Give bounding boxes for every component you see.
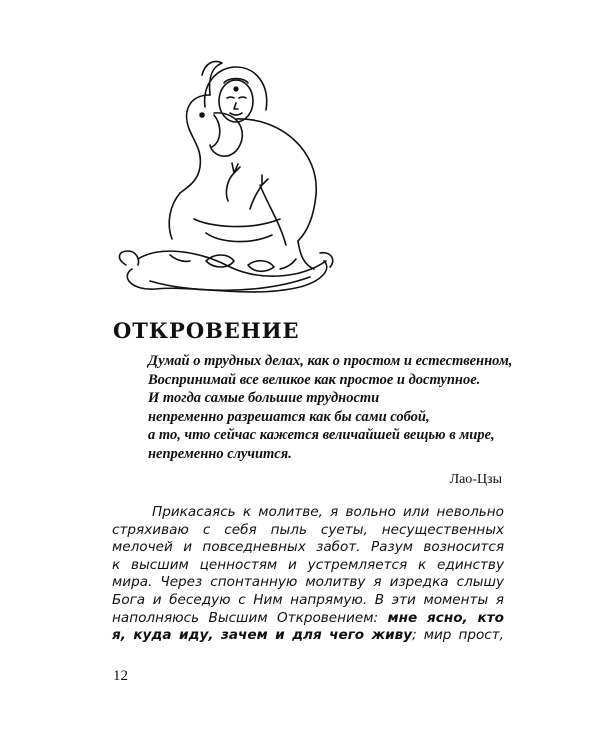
epigraph-line: Думай о трудных делах, как о простом и естественном,	[148, 353, 513, 369]
page-number: 12	[113, 668, 128, 684]
section-heading: ОТКРОВЕНИЕ	[113, 318, 300, 343]
body-line-text: ; мир прост,	[412, 627, 504, 644]
body-emphasis: мне ясно, кто	[387, 609, 504, 626]
epigraph-line: Воспринимай все великое как простое и доступное.	[148, 371, 481, 388]
body-line: к высшим ценностям и устремляется к единству	[112, 556, 504, 573]
body-emphasis: я, куда иду, зачем и для чего живу	[112, 627, 413, 644]
epigraph-line: а то, что сейчас кажется величайшей вещью в мире,	[148, 427, 495, 444]
epigraph-author: Лао-Цзы	[449, 472, 502, 487]
meditating-figure-with-elephant-illustration	[110, 55, 340, 305]
body-line	[112, 610, 504, 628]
epigraph-line: непременно случится.	[148, 445, 292, 462]
body-line: стряхиваю с себя пыль суеты, несущественных	[112, 521, 504, 538]
body-line: Прикасаясь к молитве, я вольно или невольно	[152, 504, 504, 520]
body-line	[112, 627, 504, 645]
body-line-text: наполняюсь Высшим Откровением:	[112, 609, 388, 626]
epigraph-line: непременно разрешатся как бы сами собой,	[148, 408, 430, 425]
body-line: Бога и беседую с Ним напрямую. В эти моменты я	[112, 591, 504, 608]
body-paragraph	[112, 504, 504, 645]
body-line: мелочей и повседневных забот. Разум возносится	[112, 539, 504, 556]
epigraph-quote	[148, 352, 513, 464]
epigraph-line: И тогда самые большие трудности	[148, 390, 380, 407]
body-line: мира. Через спонтанную молитву я изредка слышу	[112, 574, 504, 591]
